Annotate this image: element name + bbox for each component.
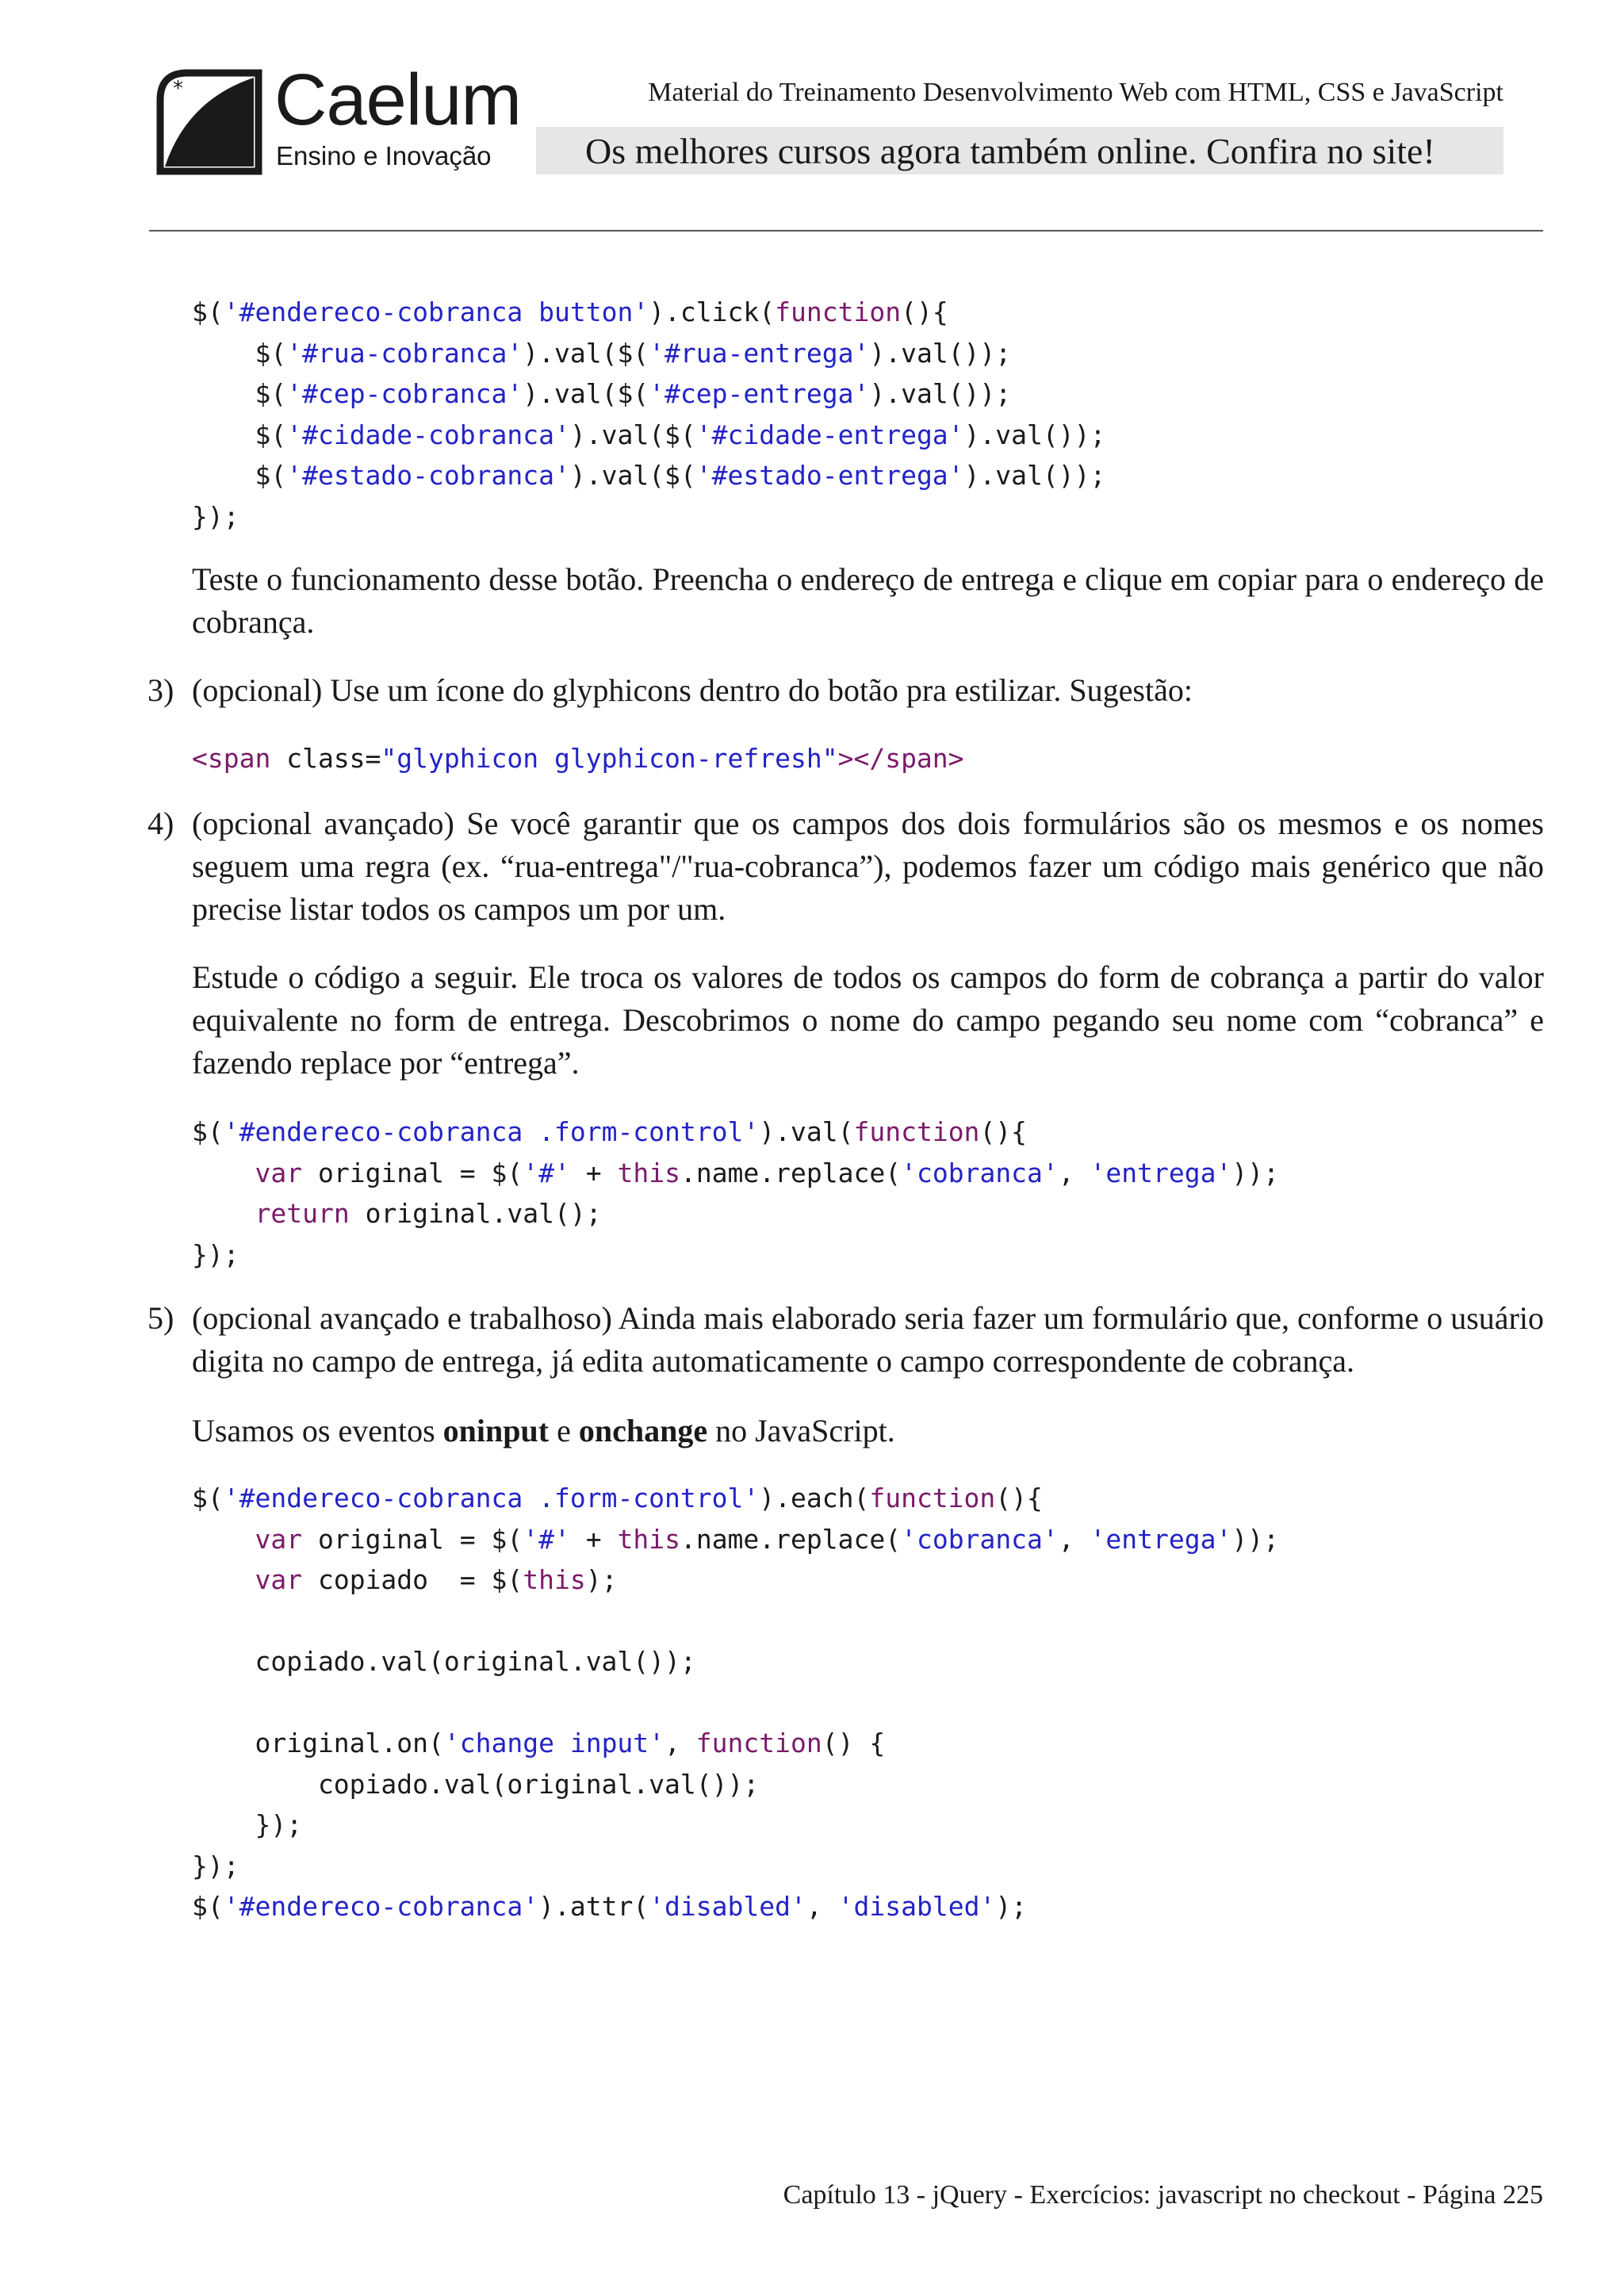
code-token: function bbox=[695, 1728, 822, 1758]
code-token: '#estado-cobranca' bbox=[286, 460, 570, 491]
header-banner bbox=[536, 127, 1503, 174]
item5-text2-pre: Usamos os eventos bbox=[192, 1413, 443, 1448]
code-line bbox=[192, 1158, 1279, 1188]
page-footer: Capítulo 13 - jQuery - Exercícios: javascript no checkout - Página 225 bbox=[783, 2180, 1543, 2210]
code-line bbox=[192, 297, 948, 327]
code-tag-open: <span bbox=[192, 743, 271, 774]
code-token: '#estado-entrega' bbox=[695, 460, 964, 491]
code-token: .name.replace( bbox=[680, 1157, 902, 1188]
code-line bbox=[192, 1769, 759, 1800]
code-token: ).val($( bbox=[569, 419, 696, 450]
code-token: '#cep-entrega' bbox=[649, 378, 870, 409]
item5-text: (opcional avançado e trabalhoso) Ainda mais elaborado seria fazer um formulário que, conforme o usuário digita no campo de entrega, já edita automaticamente o campo correspondente de cobrança. bbox=[192, 1300, 1544, 1379]
code-tag-close: ></span> bbox=[837, 743, 964, 774]
item3-text: (opcional) Use um ícone do glyphicons dentro do botão pra estilizar. Sugestão: bbox=[192, 672, 1193, 708]
code-token: (){ bbox=[979, 1116, 1028, 1147]
code-token: }); bbox=[192, 1850, 239, 1881]
code-token: '#endereco-cobranca .form-control' bbox=[223, 1483, 760, 1513]
code-line bbox=[192, 1483, 1043, 1513]
code-token bbox=[192, 1198, 255, 1229]
code-line bbox=[192, 1524, 1279, 1555]
code-token: '#rua-cobranca' bbox=[286, 337, 523, 369]
code-token: copiado = $( bbox=[302, 1564, 523, 1595]
code-token: }); bbox=[192, 1809, 303, 1840]
code-token: + bbox=[569, 1523, 618, 1555]
code-token: this bbox=[523, 1564, 586, 1595]
code-token: ).val()); bbox=[869, 337, 1012, 369]
header-divider bbox=[149, 230, 1543, 232]
code-token: ).val()); bbox=[963, 419, 1106, 450]
code-token: .name.replace( bbox=[680, 1523, 902, 1555]
code-token: ); bbox=[585, 1564, 618, 1595]
code-token: ).each( bbox=[759, 1483, 870, 1513]
code-token: ).val($( bbox=[523, 337, 649, 369]
code-token: (){ bbox=[901, 297, 948, 327]
code-token: return bbox=[255, 1198, 350, 1229]
code-token bbox=[192, 1524, 255, 1555]
code-token: 'disabled' bbox=[837, 1891, 996, 1922]
code-token: '#cidade-entrega' bbox=[695, 419, 964, 450]
code-token: var bbox=[255, 1157, 303, 1188]
code-token: + bbox=[569, 1157, 618, 1188]
code-token: 'disabled' bbox=[649, 1891, 806, 1922]
code-token: $( bbox=[192, 378, 287, 409]
code-line bbox=[192, 460, 1105, 491]
code-token: }); bbox=[192, 500, 239, 532]
code-token: 'change input' bbox=[443, 1728, 665, 1758]
code-token: ).val()); bbox=[963, 460, 1106, 491]
paragraph-test-button: Teste o funcionamento desse botão. Preencha o endereço de entrega e clique em copiar para o endereço de cobrança. bbox=[192, 561, 1544, 640]
code-token: ).val($( bbox=[523, 378, 649, 409]
code-line bbox=[192, 419, 1105, 450]
item4-text: (opcional avançado) Se você garantir que os campos dos dois formulários são os mesmos e os nomes seguem uma regra (ex. “rua-entrega"/"rua-cobranca”), podemos fazer um código mais genérico que não precise listar todos os campos um por um. bbox=[192, 806, 1544, 927]
item4-text2: Estude o código a seguir. Ele troca os valores de todos os campos do form de cobrança a partir do valor equivalente no form de entrega. Descobrimos o nome do campo pegando seu nome com “cobranca” e fazendo replace por “entrega”. bbox=[192, 959, 1544, 1081]
code-glyphicon-span bbox=[192, 738, 964, 779]
list-number-4: 4) bbox=[147, 806, 174, 841]
code-block-live-copy bbox=[192, 1478, 1279, 1927]
code-attr-value: "glyphicon glyphicon-refresh" bbox=[381, 743, 838, 774]
code-token: original = $( bbox=[302, 1523, 523, 1555]
item5-text2-post: no JavaScript. bbox=[707, 1413, 895, 1448]
code-token: 'entrega' bbox=[1090, 1157, 1232, 1188]
code-token: (){ bbox=[995, 1483, 1043, 1513]
code-line bbox=[192, 1116, 1027, 1147]
code-token: $( bbox=[192, 1483, 224, 1513]
code-token: , bbox=[1058, 1157, 1090, 1188]
code-token: function bbox=[869, 1483, 996, 1513]
code-token: ).click( bbox=[649, 297, 776, 327]
code-token: $( bbox=[192, 1891, 224, 1922]
code-line bbox=[192, 1850, 239, 1881]
code-token: var bbox=[255, 1564, 303, 1595]
code-token: $( bbox=[192, 297, 224, 327]
code-token: 'cobranca' bbox=[901, 1523, 1059, 1555]
code-token bbox=[192, 1158, 255, 1188]
code-token: copiado.val(original.val()); bbox=[192, 1768, 760, 1800]
list-number-5: 5) bbox=[147, 1300, 174, 1336]
code-token: '#endereco-cobranca' bbox=[223, 1891, 539, 1922]
code-token: )); bbox=[1231, 1523, 1279, 1555]
logo-tagline: Ensino e Inovação bbox=[276, 141, 492, 170]
code-block-copy-fields bbox=[192, 292, 1105, 537]
event-onchange: onchange bbox=[578, 1413, 708, 1448]
code-token: , bbox=[665, 1728, 696, 1758]
caelum-logo bbox=[155, 59, 522, 179]
code-token: '#cep-cobranca' bbox=[286, 378, 523, 409]
code-line bbox=[192, 1239, 239, 1270]
code-token: 'entrega' bbox=[1090, 1523, 1232, 1555]
code-token: '#' bbox=[523, 1157, 570, 1188]
code-token: 'cobranca' bbox=[901, 1157, 1059, 1188]
code-token: this bbox=[617, 1157, 680, 1188]
header-banner-text: Os melhores cursos agora também online. Confira no site! bbox=[585, 131, 1435, 171]
code-token: '#cidade-cobranca' bbox=[286, 419, 570, 450]
code-line bbox=[192, 338, 1011, 369]
code-token: '#rua-entrega' bbox=[649, 337, 870, 369]
code-token: ).attr( bbox=[538, 1891, 649, 1922]
code-line bbox=[192, 378, 1011, 409]
code-token: $( bbox=[192, 337, 287, 369]
code-token: }); bbox=[192, 1238, 239, 1270]
code-token: ); bbox=[995, 1891, 1028, 1922]
caelum-logo-mark-icon bbox=[155, 68, 263, 176]
code-token: ).val($( bbox=[569, 460, 696, 491]
code-block-generic-val bbox=[192, 1112, 1279, 1275]
item5-text2-mid: e bbox=[549, 1413, 579, 1448]
svg-text:*: * bbox=[173, 77, 183, 101]
code-line bbox=[192, 1646, 696, 1677]
code-line bbox=[192, 1891, 1027, 1922]
code-token: function bbox=[775, 297, 902, 327]
code-token: , bbox=[1058, 1523, 1090, 1555]
code-token: $( bbox=[192, 419, 287, 450]
list-number-3: 3) bbox=[147, 672, 174, 708]
code-token: '#endereco-cobranca .form-control' bbox=[223, 1116, 760, 1147]
code-token: function bbox=[853, 1116, 980, 1147]
code-line bbox=[192, 1564, 617, 1595]
code-attr: class= bbox=[270, 743, 381, 774]
code-token bbox=[192, 1564, 255, 1595]
code-token: copiado.val(original.val()); bbox=[192, 1646, 696, 1677]
code-token: var bbox=[255, 1523, 303, 1555]
event-oninput: oninput bbox=[442, 1413, 550, 1448]
header-course-title: Material do Treinamento Desenvolvimento Web com HTML, CSS e JavaScript bbox=[648, 78, 1503, 107]
code-token: $( bbox=[192, 460, 287, 491]
code-token: ).val()); bbox=[869, 378, 1012, 409]
code-line bbox=[192, 1198, 602, 1229]
code-token: '#endereco-cobranca button' bbox=[223, 297, 649, 327]
code-line bbox=[192, 1809, 302, 1840]
code-token: original.val(); bbox=[349, 1198, 602, 1229]
code-token: original.on( bbox=[192, 1728, 444, 1758]
code-token: () { bbox=[822, 1728, 886, 1758]
code-token: '#' bbox=[523, 1523, 570, 1555]
code-token: )); bbox=[1231, 1157, 1279, 1188]
code-token: , bbox=[806, 1891, 838, 1922]
code-line bbox=[192, 501, 239, 532]
code-token: ).val( bbox=[759, 1116, 854, 1147]
code-token: original = $( bbox=[302, 1157, 523, 1188]
code-line bbox=[192, 1728, 885, 1758]
item5-text2 bbox=[192, 1410, 1544, 1452]
code-token: this bbox=[617, 1523, 680, 1555]
code-token: $( bbox=[192, 1116, 224, 1147]
logo-name: Caelum bbox=[274, 59, 522, 140]
